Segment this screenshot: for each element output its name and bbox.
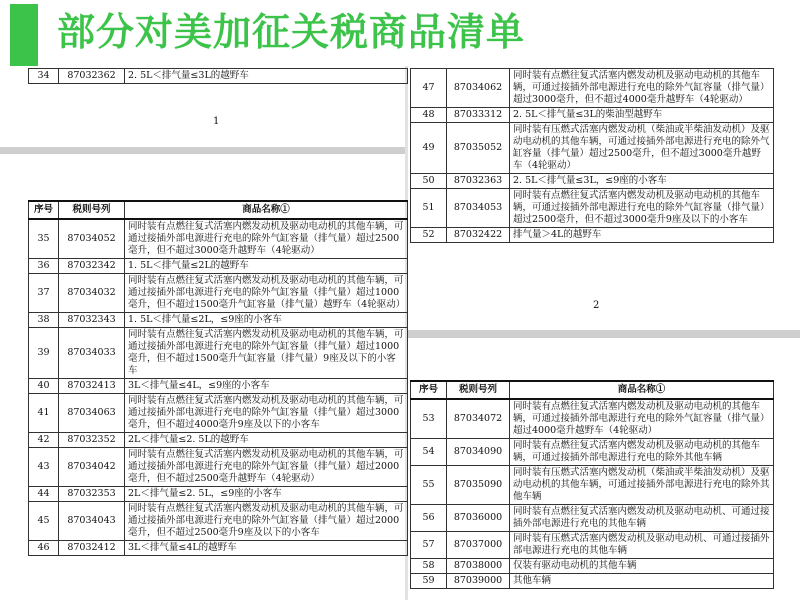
goods-name: 1. 5L＜排气量≤2L的越野车 — [125, 259, 408, 274]
row-number: 40 — [29, 379, 59, 394]
table-row — [411, 505, 774, 532]
tariff-code: 87035052 — [447, 123, 510, 174]
row-number: 42 — [29, 433, 59, 448]
tariff-code: 87034053 — [447, 189, 510, 228]
row-number: 34 — [29, 69, 59, 84]
row-number: 57 — [411, 532, 447, 559]
table-row — [29, 502, 408, 541]
header-name: 商品名称① — [125, 201, 408, 219]
row-number: 36 — [29, 259, 59, 274]
table-row — [29, 274, 408, 313]
tariff-code: 87038000 — [447, 559, 510, 574]
goods-name: 2. 5L＜排气量≤3L的越野车 — [125, 69, 408, 84]
row-number: 37 — [29, 274, 59, 313]
page-title: 部分对美加征关税商品清单 — [57, 10, 526, 54]
goods-name: 仅装有驱动电动机的其他车辆 — [510, 559, 774, 574]
goods-name: 同时装有压燃式活塞内燃发动机及驱动电动机、可通过接插外部电源进行充电的其他车辆 — [510, 532, 774, 559]
row-number: 58 — [411, 559, 447, 574]
goods-name: 同时装有压燃式活塞内燃发动机（柴油或半柴油发动机）及驱动电动机的其他车辆，可通过接插外部电源进行充电的除外气缸容量（排气量）超过2500毫升，但不超过3000毫升越野车（4轮驱动） — [510, 123, 774, 174]
table-row — [411, 466, 774, 505]
goods-table-right-bottom — [410, 380, 774, 589]
table-row — [29, 69, 408, 84]
header-code: 税则号列 — [447, 381, 510, 399]
goods-name: 同时装有点燃往复式活塞内燃发动机及驱动电动机的其他车辆，可通过接插外部电源进行充电的除外气缸容量（排气量）超过1000毫升，但不超过1500毫升气缸容量（排气量）9座及以下的小客车 — [125, 328, 408, 379]
row-number: 44 — [29, 487, 59, 502]
row-number: 46 — [29, 541, 59, 556]
tariff-code: 87034062 — [447, 69, 510, 108]
tariff-code: 87034033 — [59, 328, 125, 379]
goods-name: 同时装有压燃式活塞内燃发动机（柴油或半柴油发动机）及驱动电动机的其他车辆，可通过接插外部电源进行充电的除外其他车辆 — [510, 466, 774, 505]
row-number: 39 — [29, 328, 59, 379]
table-row — [29, 379, 408, 394]
goods-name: 1. 5L＜排气量≤2L，≤9座的小客车 — [125, 313, 408, 328]
goods-name: 其他车辆 — [510, 574, 774, 589]
tariff-code: 87034052 — [59, 219, 125, 259]
header-no: 序号 — [411, 381, 447, 399]
tariff-code: 87032412 — [59, 541, 125, 556]
table-row — [411, 439, 774, 466]
tariff-code: 87033312 — [447, 108, 510, 123]
tariff-code: 87034090 — [447, 439, 510, 466]
row-number: 45 — [29, 502, 59, 541]
goods-name: 同时装有点燃往复式活塞内燃发动机及驱动电动机的其他车辆，可通过接插外部电源进行充电的除外气缸容量（排气量）超过3000毫升，但不超过4000毫升越野车（4轮驱动） — [510, 69, 774, 108]
goods-name: 同时装有点燃往复式活塞内燃发动机及驱动电动机的其他车辆，可通过接插外部电源进行充电的除外气缸容量（排气量）超过2500毫升，但不超过3000毫升越野车（4轮驱动） — [125, 219, 408, 259]
goods-table-top-left — [28, 68, 408, 84]
table-row — [411, 228, 774, 243]
row-number: 47 — [411, 69, 447, 108]
row-number: 48 — [411, 108, 447, 123]
goods-name: 3L＜排气量≤4L，≤9座的小客车 — [125, 379, 408, 394]
page-separator — [0, 147, 408, 154]
tariff-code: 87036000 — [447, 505, 510, 532]
page-separator — [408, 330, 800, 338]
row-number: 54 — [411, 439, 447, 466]
table-row — [411, 399, 774, 439]
goods-name: 2L＜排气量≤2. 5L的越野车 — [125, 433, 408, 448]
table-row — [29, 487, 408, 502]
tariff-code: 87032343 — [59, 313, 125, 328]
table-row — [411, 69, 774, 108]
row-number: 56 — [411, 505, 447, 532]
goods-table-right-top — [410, 68, 774, 243]
tariff-code: 87032363 — [447, 174, 510, 189]
tariff-code: 87032422 — [447, 228, 510, 243]
table-row — [411, 574, 774, 589]
table-row — [29, 219, 408, 259]
tariff-code: 87032353 — [59, 487, 125, 502]
goods-name: 同时装有点燃往复式活塞内燃发动机及驱动电动机的其他车辆，可通过接插外部电源进行充电的除外其他车辆 — [510, 439, 774, 466]
tariff-code: 87034032 — [59, 274, 125, 313]
table-row — [29, 433, 408, 448]
tariff-code: 87032362 — [59, 69, 125, 84]
table-row — [411, 532, 774, 559]
goods-name: 3L＜排气量≤4L的越野车 — [125, 541, 408, 556]
goods-name: 2. 5L＜排气量≤3L，≤9座的小客车 — [510, 174, 774, 189]
tariff-code: 87037000 — [447, 532, 510, 559]
row-number: 41 — [29, 394, 59, 433]
row-number: 43 — [29, 448, 59, 487]
tariff-code: 87039000 — [447, 574, 510, 589]
table-header-row — [411, 381, 774, 399]
goods-name: 2. 5L＜排气量≤3L的柴油型越野车 — [510, 108, 774, 123]
row-number: 55 — [411, 466, 447, 505]
table-row — [411, 559, 774, 574]
page-number: 2 — [593, 300, 600, 311]
header-code: 税则号列 — [59, 201, 125, 219]
table-row — [29, 328, 408, 379]
row-number: 35 — [29, 219, 59, 259]
row-number: 38 — [29, 313, 59, 328]
row-number: 49 — [411, 123, 447, 174]
header-no: 序号 — [29, 201, 59, 219]
header-name: 商品名称① — [510, 381, 774, 399]
goods-name: 同时装有点燃往复式活塞内燃发动机及驱动电动机、可通过接插外部电源进行充电的其他车辆 — [510, 505, 774, 532]
table-row — [411, 174, 774, 189]
table-row — [29, 541, 408, 556]
table-row — [411, 189, 774, 228]
goods-name: 同时装有点燃往复式活塞内燃发动机及驱动电动机的其他车辆，可通过接插外部电源进行充电的除外气缸容量（排气量）超过2000毫升，但不超过2500毫升越野车（4轮驱动） — [125, 448, 408, 487]
page-number: 1 — [213, 116, 220, 127]
row-number: 52 — [411, 228, 447, 243]
goods-name: 排气量＞4L的越野车 — [510, 228, 774, 243]
tariff-code: 87034043 — [59, 502, 125, 541]
tariff-code: 87035090 — [447, 466, 510, 505]
tariff-code: 87032352 — [59, 433, 125, 448]
table-row — [29, 313, 408, 328]
table-row — [411, 108, 774, 123]
table-row — [29, 259, 408, 274]
row-number: 53 — [411, 399, 447, 439]
goods-name: 2L＜排气量≤2. 5L，≤9座的小客车 — [125, 487, 408, 502]
table-row — [411, 123, 774, 174]
goods-name: 同时装有点燃往复式活塞内燃发动机及驱动电动机的其他车辆，可通过接插外部电源进行充电的除外气缸容量（排气量）超过2000毫升，但不超过2500毫升9座及以下的小客车 — [125, 502, 408, 541]
table-row — [29, 448, 408, 487]
tariff-code: 87034063 — [59, 394, 125, 433]
tariff-code: 87032342 — [59, 259, 125, 274]
tariff-code: 87034042 — [59, 448, 125, 487]
title-accent-bar — [10, 4, 38, 66]
row-number: 51 — [411, 189, 447, 228]
row-number: 50 — [411, 174, 447, 189]
row-number: 59 — [411, 574, 447, 589]
goods-name: 同时装有点燃往复式活塞内燃发动机及驱动电动机的其他车辆，可通过接插外部电源进行充电的除外气缸容量（排气量）超过1000毫升，但不超过1500毫升气缸容量（排气量）越野车（4轮驱动） — [125, 274, 408, 313]
goods-name: 同时装有点燃往复式活塞内燃发动机及驱动电动机的其他车辆，可通过接插外部电源进行充电的除外气缸容量（排气量）超过4000毫升越野车（4轮驱动） — [510, 399, 774, 439]
goods-name: 同时装有点燃往复式活塞内燃发动机及驱动电动机的其他车辆，可通过接插外部电源进行充电的除外气缸容量（排气量）超过3000毫升，但不超过4000毫升9座及以下的小客车 — [125, 394, 408, 433]
goods-name: 同时装有点燃往复式活塞内燃发动机及驱动电动机的其他车辆，可通过接插外部电源进行充电的除外气缸容量（排气量）超过2500毫升，但不超过3000毫升9座及以下的小客车 — [510, 189, 774, 228]
goods-table-left — [28, 200, 408, 556]
table-header-row — [29, 201, 408, 219]
tariff-code: 87032413 — [59, 379, 125, 394]
table-row — [29, 394, 408, 433]
tariff-code: 87034072 — [447, 399, 510, 439]
